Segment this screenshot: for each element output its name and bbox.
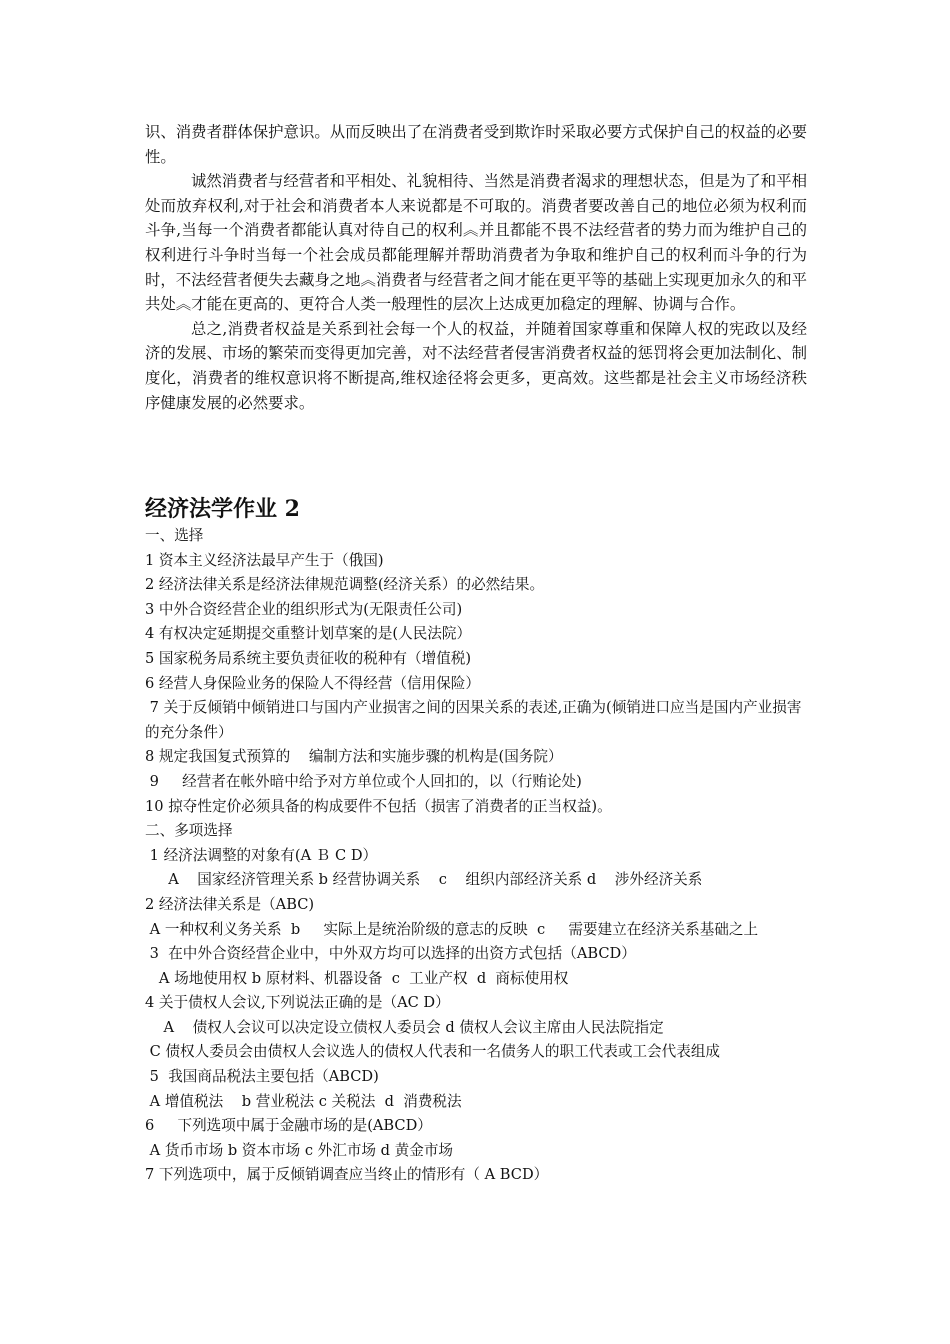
list-item: 8 规定我国复式预算的 编制方法和实施步骤的机构是(国务院） (145, 748, 563, 766)
list-item: 5 国家税务局系统主要负责征收的税种有（增值税) (145, 649, 472, 667)
list-item: A 一种权利义务关系 b 实际上是统治阶级的意志的反映 c 需要建立在经济关系基础之上 (145, 920, 759, 938)
paragraph-3: 总之,消费者权益是关系到社会每一个人的权益，并随着国家尊重和保障人权的宪政以及经济的发展、市场的繁荣而变得更加完善，对不法经营者侵害消费者权益的惩罚将会更加法制化、制度化，消费者的维权意识将不断提高,维权途径将会更多，更高效。这些都是社会主义市场经济秩序健康发展的必然要求。 (145, 319, 807, 412)
section-label-single-choice: 一、选择 (145, 527, 204, 544)
list-item: 4 有权决定延期提交重整计划草案的是(人民法院） (145, 625, 472, 643)
list-item: A 国家经济管理关系 b 经营协调关系 c 组织内部经济关系 d 涉外经济关系 (145, 871, 703, 889)
list-item: 7 下列选项中，属于反倾销调查应当终止的情形有（ A BCD） (145, 1166, 549, 1184)
list-item: 7 关于反倾销中倾销进口与国内产业损害之间的因果关系的表述,正确为(倾销进口应当是国内产业损害的充分条件） (145, 699, 802, 741)
list-item: A 货币市场 b 资本市场 c 外汇市场 d 黄金市场 (145, 1141, 454, 1159)
section-heading: 经济法学作业 2 (145, 496, 300, 522)
paragraph-2: 诚然消费者与经营者和平相处、礼貌相待、当然是消费者渴求的理想状态，但是为了和平相处而放弃权利,对于社会和消费者本人来说都是不可取的。消费者要改善自己的地位必须为权利而斗争,当每一个消费者都能认真对待自己的权利︽并且都能不畏不法经营者的势力而为维护自己的权利进行斗争时当每一个社会成员都能理解并帮助消费者为争取和维护自己的权利而斗争的行为时，不法经营者便失去藏身之地︽消费者与经营者之间才能在更平等的基础上实现更加永久的和平共处︽才能在更高的、更符合人类一般理性的层次上达成更加稳定的理解、协调与合作。 (145, 172, 807, 314)
list-item: 1 资本主义经济法最早产生于（俄国) (145, 551, 384, 569)
list-item: 5 我国商品税法主要包括（ABCD) (145, 1068, 379, 1086)
list-item: 3 中外合资经营企业的组织形式为(无限责任公司) (145, 600, 463, 618)
list-item: 1 经济法调整的对象有(A Ｂ C D） (145, 846, 378, 864)
list-item: A 债权人会议可以决定设立债权人委员会 d 债权人会议主席由人民法院指定 (145, 1018, 664, 1036)
list-item: 2 经济法律关系是经济法律规范调整(经济关系）的必然结果。 (145, 576, 545, 594)
list-item: 4 关于债权人会议,下列说法正确的是（AC D） (145, 994, 450, 1012)
section-label-multiple-choice: 二、多项选择 (145, 822, 233, 840)
list-item: C 债权人委员会由债权人会议选人的债权人代表和一名债务人的职工代表或工会代表组成 (145, 1043, 721, 1061)
essay-text (145, 120, 807, 415)
answer-list (145, 524, 810, 1188)
list-item: A 场地使用权 b 原材料、机器设备 c 工业产权 d 商标使用权 (145, 969, 569, 987)
paragraph-1: 识、消费者群体保护意识。从而反映出了在消费者受到欺诈时采取必要方式保护自己的权益的必要性。 (145, 123, 807, 166)
list-item: 2 经济法律关系是（ABC) (145, 895, 315, 913)
list-item: A 增值税法 b 营业税法 c 关税法 d 消费税法 (145, 1092, 462, 1110)
list-item: 9 经营者在帐外暗中给予对方单位或个人回扣的，以（行贿论处) (145, 772, 582, 790)
list-item: 6 下列选项中属于金融市场的是(ABCD） (145, 1117, 432, 1135)
list-item: 10 掠夺性定价必须具备的构成要件不包括（损害了消费者的正当权益)。 (145, 797, 612, 815)
list-item: 3 在中外合资经营企业中，中外双方均可以选择的出资方式包括（ABCD） (145, 945, 636, 963)
list-item: 6 经营人身保险业务的保险人不得经营（信用保险） (145, 674, 480, 692)
